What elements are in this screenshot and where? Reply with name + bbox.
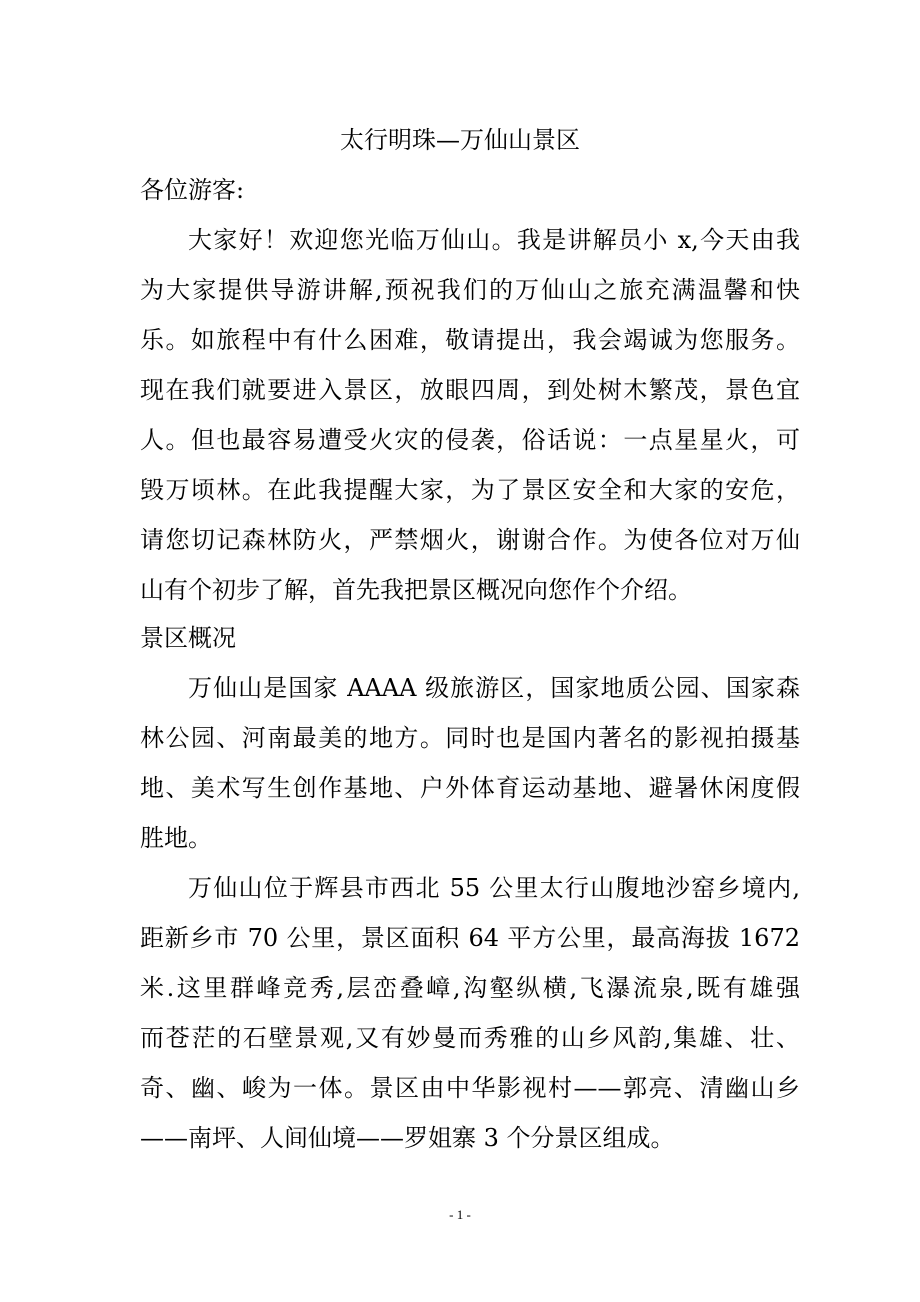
- intro-line-2: 为大家提供导游讲解,预祝我们的万仙山之旅充满温馨和快: [140, 276, 800, 304]
- greeting: 各位游客:: [140, 176, 245, 204]
- para2-line-5: 奇、幽、峻为一体。景区由中华影视村——郭亮、清幽山乡: [140, 1074, 800, 1102]
- section-heading: 景区概况: [140, 624, 236, 652]
- para2-line-6: ——南坪、人间仙境——罗姐寨 3 个分景区组成。: [140, 1124, 675, 1152]
- intro-line-5: 人。但也最容易遭受火灾的侵袭，俗话说：一点星星火，可: [140, 426, 800, 454]
- intro-line-6: 毁万顷林。在此我提醒大家，为了景区安全和大家的安危，: [140, 476, 800, 504]
- para1-line-4: 胜地。: [140, 824, 212, 852]
- intro-line-8: 山有个初步了解，首先我把景区概况向您作个介绍。: [140, 576, 692, 604]
- intro-line-3: 乐。如旅程中有什么困难，敬请提出，我会竭诚为您服务。: [140, 326, 800, 354]
- page-number: - 1 -: [449, 1207, 471, 1222]
- para2-line-4: 而苍茫的石壁景观,又有妙曼而秀雅的山乡风韵,集雄、壮、: [140, 1024, 800, 1052]
- intro-line-1: 大家好！欢迎您光临万仙山。我是讲解员小 x,今天由我: [188, 226, 800, 254]
- para1-line-3: 地、美术写生创作基地、户外体育运动基地、避暑休闲度假: [140, 774, 800, 802]
- document-title: 太行明珠—万仙山景区: [340, 126, 580, 154]
- para2-line-3: 米.这里群峰竞秀,层峦叠嶂,沟壑纵横,飞瀑流泉,既有雄强: [140, 974, 800, 1002]
- intro-line-7: 请您切记森林防火，严禁烟火，谢谢合作。为使各位对万仙: [140, 526, 800, 554]
- para1-line-1: 万仙山是国家 AAAA 级旅游区，国家地质公园、国家森: [188, 674, 800, 702]
- para2-line-2: 距新乡市 70 公里，景区面积 64 平方公里，最高海拔 1672: [140, 924, 800, 952]
- para1-line-2: 林公园、河南最美的地方。同时也是国内著名的影视拍摄基: [140, 724, 800, 752]
- intro-line-4: 现在我们就要进入景区，放眼四周，到处树木繁茂，景色宜: [140, 376, 800, 404]
- para2-line-1: 万仙山位于辉县市西北 55 公里太行山腹地沙窑乡境内,: [188, 874, 800, 902]
